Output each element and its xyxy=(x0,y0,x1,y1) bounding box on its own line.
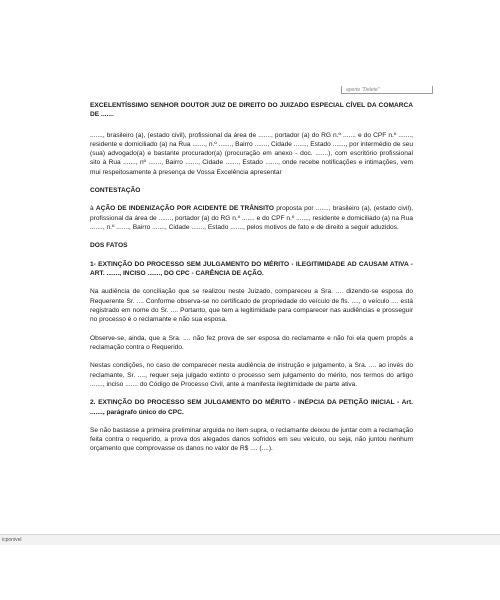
section2-title: 2. EXTINÇÃO DO PROCESSO SEM JULGAMENTO DO MÉRITO - INÉPCIA DA PETIÇÃO INICIAL - Art. ......., parágrafo único do CPC. xyxy=(90,399,413,416)
delete-hint-box xyxy=(341,86,433,94)
acao-rest-text: proposta por ......., brasileiro (a), (estado civil), profissional da área de ......., portador (a) do RG n.º ....... e do CPF n.º ......., residente e domiciliado (a) na Rua ......., n.º ......., Bairro ......., Cidade ......., Estado ......., pelos motivos de fato e de direito a seguir aduzidos. xyxy=(90,205,414,231)
footer-text: icponivel xyxy=(2,537,22,543)
document-heading: EXCELENTÍSSIMO SENHOR DOUTOR JUIZ DE DIREITO DO JUIZADO ESPECIAL CÍVEL DA COMARCA DE ....... xyxy=(90,102,413,119)
acao-bold-text: AÇÃO DE INDENIZAÇÃO POR ACIDENTE DE TRÂNSITO xyxy=(95,205,275,213)
footer-bar xyxy=(0,534,500,545)
acao-paragraph xyxy=(90,204,413,232)
delete-hint-text: aperte "Delete" xyxy=(346,87,380,93)
intro-paragraph: ......., brasileiro (a), (estado civil), profissional da área de ......., portador (a) do RG n.º ....... e do CPF n.º ......., residente e domiciliado (a) na Rua ......., n.º ......., Bairro ......., Cidade ......., Estado ......., por intermédio de seu (sua) advogado(a) e bastante procurador(a) (procuração em anexo - doc. .......), com escritório profissional sito à Rua ......., nº ......., Bairro ......., Cidade ......., Estado ......., onde recebe notificações e intimações, vem mui respeitosamente à presença de Vossa Excelência apresentar xyxy=(90,131,413,176)
section1-paragraph-2: Observe-se, ainda, que a Sra. .... não fez prova de ser esposa do reclamante e não foi ela quem propôs a reclamação contra o Requerido. xyxy=(90,334,413,351)
contestacao-title: CONTESTAÇÃO xyxy=(90,186,141,194)
document-body xyxy=(90,101,413,463)
section1-paragraph-1: Na audiência de conciliação que se realizou neste Juizado, compareceu a Sra. .... dizendo-se esposa do Requerente Sr. .... Conforme observa-se no certificado de propriedade do veículo de fls. ...., o veículo .... está registrado em nome do Sr. .... Portanto, que tem a legitimidade para comparecer nas audiências e prosseguir no processo é o reclamante e não sua esposa. xyxy=(90,288,413,324)
acao-prefix: à xyxy=(90,205,96,213)
fatos-title: DOS FATOS xyxy=(90,242,128,250)
section1-paragraph-3: Nestas condições, no caso de comparecer nesta audiência de instrução e julgamento, a Sra. .... ao invés do reclamante, Sr. ...., requer seja julgado extinto o processo sem julgamento do mérito, nos termos do artigo ......., inciso ....... do Código de Processo Civil, ante a manifesta ilegitimidade de parte ativa. xyxy=(90,362,413,388)
section1-title: 1- EXTINÇÃO DO PROCESSO SEM JULGAMENTO DO MÉRITO - ILEGITIMIDADE AD CAUSAM ATIVA - ART. ......., INCISO ......., DO CPC - CARÊNCIA DE AÇÃO. xyxy=(90,260,413,277)
section2-paragraph-1: Se não bastasse a primeira preliminar arguida no item supra, o reclamante deixou de juntar com a reclamação feita contra o requerido, a prova dos alegados danos sofridos em seu veículo, ou seja, não juntou nenhum orçamento que comprovasse os danos no valor de R$ .... (....). xyxy=(90,426,413,453)
